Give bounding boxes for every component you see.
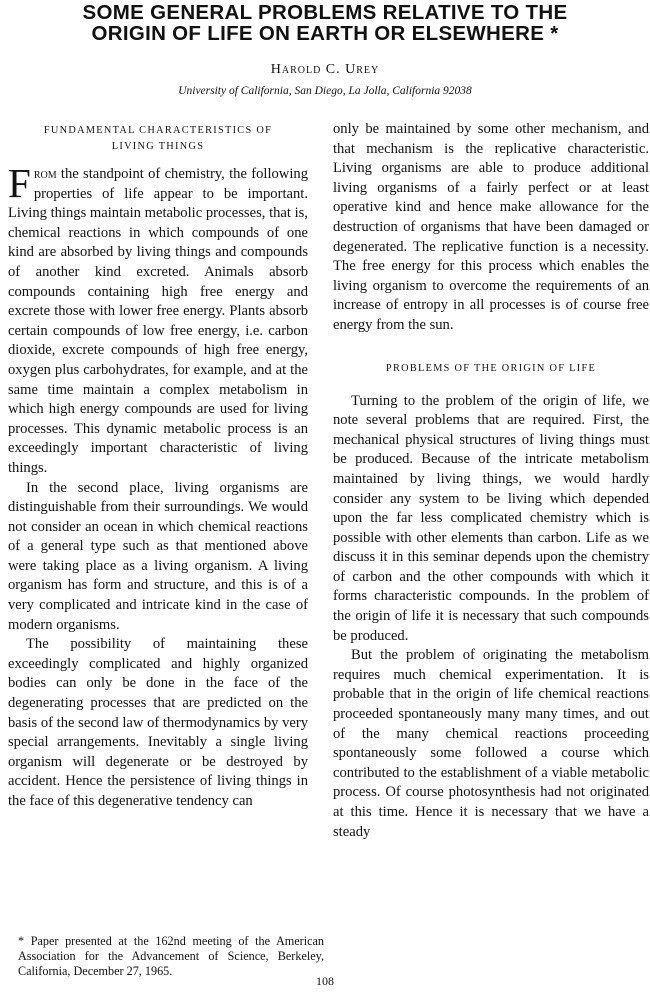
drop-cap: F [8, 160, 31, 206]
footnote: * Paper presented at the 162nd meeting of the American Association for the Advancement of Science, Berkeley, California, December 27, 1965. [18, 934, 324, 978]
author-name: Harold C. Urey [270, 62, 380, 77]
paragraph-replicative: only be maintained by some other mechanism, and that mechanism is the replicative characteristic. Living organisms are able to produce additional living organisms of a fairly perfect or at least operative kind and hence make allowance for the destruction of organisms that have been damaged or degenerated. The replicative function is a necessity. The free energy for this process which enables the living organism to overcome the requirements of an increase of entropy in all processes is of course free energy from the sun. [333, 121, 649, 333]
section-heading-problems: PROBLEMS OF THE ORIGIN OF LIFE [385, 362, 597, 374]
title-line-2: ORIGIN OF LIFE ON EARTH OR ELSEWHERE * [91, 22, 559, 45]
section-heading-line-2: LIVING THINGS [111, 141, 205, 152]
right-column [333, 120, 649, 842]
paragraph-standpoint [8, 160, 308, 479]
section-heading-fundamental [8, 120, 308, 155]
section-heading-line-1: FUNDAMENTAL CHARACTERISTICS OF [43, 125, 273, 136]
paragraph-turning: Turning to the problem of the origin of life, we note several problems that are required. First, the mechanical physical structures of living things must be produced. Because of the intricate metabolism maintained by living things, we would hardly consider any system to be living which depended upon the far less complicated chemistry which is possible with other elements than carbon. Life as we discuss it in this seminar depends upon the chemistry of carbon and the other compounds with which it forms characteristic compounds. In the problem of the origin of life it is necessary that such compounds be produced. [333, 392, 649, 644]
left-column [8, 120, 308, 812]
paragraph-metabolism: But the problem of originating the metabolism requires much chemical experimentation. It is probable that in the origin of life chemical reactions proceeded spontaneously many many times, and out of the many chemical reactions proceeding spontaneously some followed a course which contributed to the establishment of a viable metabolic process. Of course photosynthesis had not originated at this time. Hence it is necessary that we have a steady [333, 647, 649, 840]
paragraph-text: the standpoint of chemistry, the following properties of life appear to be important. Living things maintain metabolic processes, that is, chemical reactions in which compounds of one kind are absorbed by living things and compounds of another kind excreted. Animals absorb compounds containing high free energy and excrete those with lower free energy. Plants absorb certain compounds of low free energy, i.e. carbon dioxide, excrete compounds of high free energy, oxygen plus carbohydrates, for example, and at the same time maintain a complex metabolism in which high energy compounds are used for living processes. This dynamic metabolic process is an exceedingly important characteristic of living things. [8, 166, 308, 476]
author-affiliation: University of California, San Diego, La Jolla, California 92038 [178, 85, 472, 97]
lead-in-text: rom [33, 166, 57, 182]
paragraph-second-place: In the second place, living organisms are distinguishable from their surroundings. We would not consider an ocean in which chemical reactions of a general type such as that mentioned above were taking place as a living organism. A living organism has form and structure, and this is of a very complicated and intricate kind in the case of modern organisms. [8, 479, 308, 633]
page-number: 108 [316, 974, 334, 988]
title-line-1: SOME GENERAL PROBLEMS RELATIVE TO THE [82, 1, 568, 24]
paragraph-possibility: The possibility of maintaining these exceedingly complicated and highly organized bodies can only be done in the face of the degenerating processes that are predicted on the basis of the second law of thermodynamics by very special arrangements. Inevitably a single living organism will degenerate or be destroyed by accident. Hence the persistence of living things in the face of this degenerative tendency can [8, 636, 308, 809]
